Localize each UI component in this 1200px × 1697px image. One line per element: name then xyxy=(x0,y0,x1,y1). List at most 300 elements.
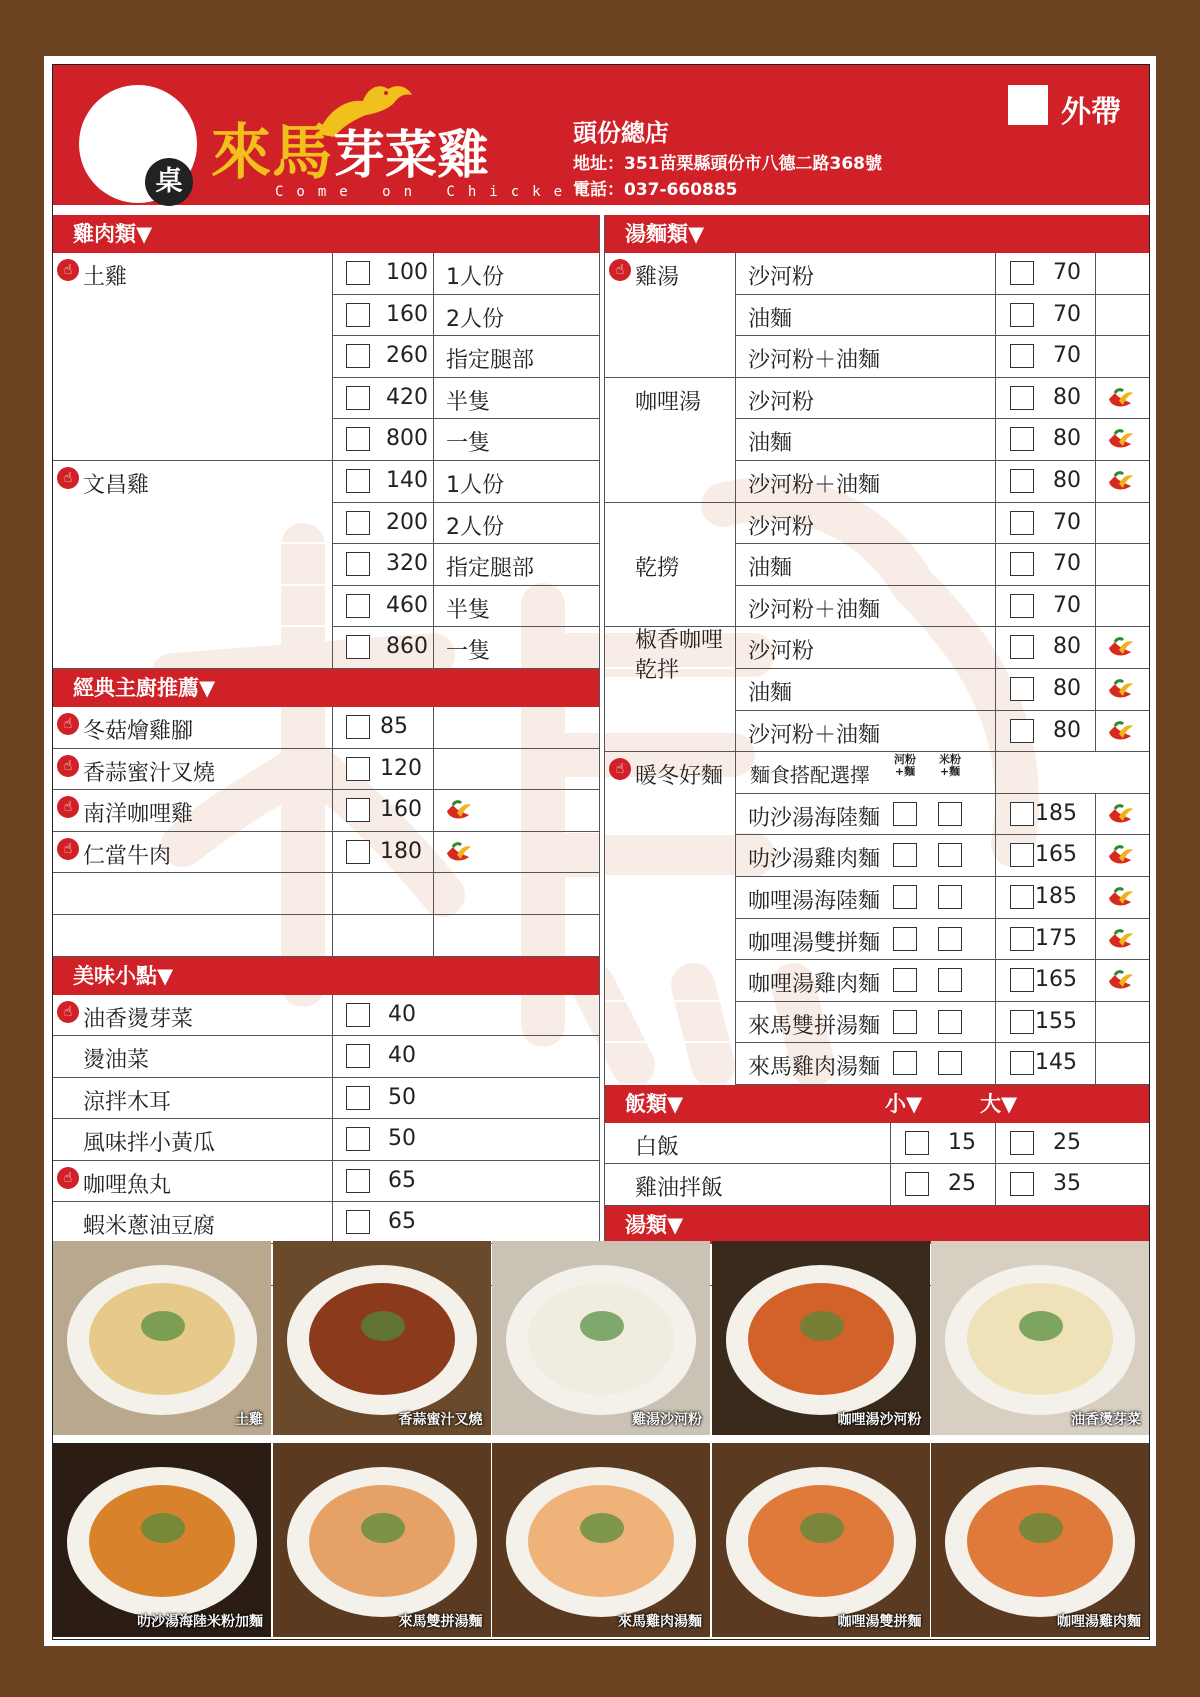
recommend-thumb-icon: ☝ xyxy=(57,259,79,281)
menu-sheet xyxy=(44,56,1156,1646)
order-checkbox[interactable] xyxy=(1010,635,1034,659)
table-divider xyxy=(1095,336,1096,377)
rice-noodle-checkbox[interactable] xyxy=(893,885,917,909)
item-price: 160 xyxy=(380,797,422,823)
table-divider xyxy=(1095,586,1096,627)
vermicelli-checkbox[interactable] xyxy=(938,1010,962,1034)
order-checkbox[interactable] xyxy=(346,1169,370,1193)
item-price: 200 xyxy=(386,509,428,535)
item-price: 860 xyxy=(386,634,428,660)
table-row xyxy=(53,1036,599,1078)
section-rice-header xyxy=(605,1085,1149,1123)
table-divider xyxy=(995,378,996,419)
table-divider xyxy=(433,627,434,668)
order-checkbox[interactable] xyxy=(346,1003,370,1027)
food-photo xyxy=(273,1443,491,1637)
item-portion: 2人份 xyxy=(446,306,504,332)
table-row xyxy=(53,378,599,420)
chili-spicy-icon xyxy=(1105,886,1135,910)
table-divider xyxy=(735,461,736,502)
food-photo xyxy=(53,1443,271,1637)
chili-spicy-icon xyxy=(1105,969,1135,993)
food-garnish xyxy=(141,1513,185,1543)
table-divider xyxy=(1095,1002,1096,1043)
table-row xyxy=(605,960,1149,1002)
photo-gallery xyxy=(53,1241,1149,1639)
table-row xyxy=(53,461,599,503)
order-checkbox[interactable] xyxy=(1010,594,1034,618)
table-row xyxy=(605,544,1149,586)
food-caption: 來馬雞肉湯麵 xyxy=(618,1614,702,1630)
item-price: 70 xyxy=(1053,343,1081,369)
order-checkbox[interactable] xyxy=(346,798,370,822)
table-row xyxy=(605,419,1149,461)
section-snacks-header: 美味小點▼ xyxy=(53,957,599,995)
table-row xyxy=(605,503,1149,545)
recommend-thumb-icon: ☝ xyxy=(57,838,79,860)
order-checkbox[interactable] xyxy=(346,840,370,864)
table-divider xyxy=(1095,461,1096,502)
small-price: 15 xyxy=(948,1129,976,1155)
table-divider xyxy=(433,832,434,873)
order-checkbox[interactable] xyxy=(1010,427,1034,451)
food-caption: 油香燙芽菜 xyxy=(1071,1412,1141,1428)
menu-item-name: 仁當牛肉 xyxy=(83,843,172,869)
table-divider xyxy=(433,378,434,419)
item-portion: 指定腿部 xyxy=(446,556,535,582)
vermicelli-checkbox[interactable] xyxy=(938,1051,962,1075)
item-portion: 半隻 xyxy=(446,389,491,415)
table-divider xyxy=(735,627,736,668)
order-checkbox[interactable] xyxy=(1010,677,1034,701)
pairing-option-vermicelli: 米粉+麵 xyxy=(939,753,961,779)
menu-item-name: 文昌雞 xyxy=(83,472,150,498)
table-divider xyxy=(995,877,996,918)
food-photo xyxy=(492,1241,710,1435)
table-divider xyxy=(1095,711,1096,752)
table-divider xyxy=(433,873,434,914)
vermicelli-checkbox[interactable] xyxy=(938,968,962,992)
order-checkbox[interactable] xyxy=(1010,552,1034,576)
food-garnish xyxy=(141,1311,185,1341)
table-row xyxy=(605,752,1149,794)
branch-name: 頭份總店 xyxy=(573,119,669,147)
noodle-group-name: 暖冬好麵 xyxy=(635,764,724,790)
table-row xyxy=(53,1202,599,1244)
table-divider xyxy=(735,378,736,419)
table-divider xyxy=(735,919,736,960)
item-price: 65 xyxy=(388,1167,416,1193)
branch-phone: 電話：037-660885 xyxy=(573,180,738,200)
left-column xyxy=(53,215,599,1327)
menu-item-name: 香蒜蜜汁叉燒 xyxy=(83,760,216,786)
noodle-name: 油麵 xyxy=(748,556,793,582)
table-divider xyxy=(890,1123,891,1164)
order-checkbox[interactable] xyxy=(346,344,370,368)
table-divider xyxy=(332,627,333,668)
table-divider xyxy=(735,336,736,377)
table-row xyxy=(605,336,1149,378)
food-photo xyxy=(273,1241,491,1435)
section-chicken-header: 雞肉類▼ xyxy=(53,215,599,253)
table-row xyxy=(605,1002,1149,1044)
table-row xyxy=(53,295,599,337)
table-row xyxy=(53,544,599,586)
item-price: 70 xyxy=(1053,551,1081,577)
rice-noodle-checkbox[interactable] xyxy=(893,802,917,826)
recommend-thumb-icon: ☝ xyxy=(57,1167,79,1189)
table-divider xyxy=(332,503,333,544)
item-portion: 指定腿部 xyxy=(446,348,535,374)
table-divider xyxy=(1095,835,1096,876)
table-divider xyxy=(1095,503,1096,544)
noodle-group-name: 椒香咖哩乾拌 xyxy=(635,628,724,684)
vermicelli-checkbox[interactable] xyxy=(938,885,962,909)
food-caption: 雞湯沙河粉 xyxy=(632,1412,702,1428)
table-divider xyxy=(433,707,434,748)
order-checkbox[interactable] xyxy=(1010,927,1034,951)
table-row xyxy=(605,295,1149,337)
chili-spicy-icon xyxy=(1105,844,1135,868)
table-row-empty xyxy=(53,915,599,957)
item-price: 100 xyxy=(386,260,428,285)
order-checkbox[interactable] xyxy=(346,303,370,327)
noodle-name: 咖哩湯雙拼麵 xyxy=(748,930,881,956)
food-garnish xyxy=(361,1311,405,1341)
item-price: 80 xyxy=(1053,634,1081,660)
table-divider xyxy=(332,253,333,294)
food-garnish xyxy=(580,1513,624,1543)
noodle-name: 沙河粉 xyxy=(748,265,815,290)
table-divider xyxy=(332,1161,333,1202)
food-caption: 咖哩湯雙拼麵 xyxy=(837,1614,922,1630)
food-garnish xyxy=(1019,1513,1063,1543)
order-checkbox[interactable] xyxy=(1010,1010,1034,1034)
table-row xyxy=(53,503,599,545)
table-divider xyxy=(735,503,736,544)
food-caption: 叻沙湯海陸米粉加麵 xyxy=(137,1614,263,1630)
rice-large-header: 大▼ xyxy=(980,1091,1018,1116)
food-photo xyxy=(712,1241,930,1435)
rice-title: 飯類▼ xyxy=(625,1091,684,1116)
table-divider xyxy=(995,1164,996,1205)
table-row-empty xyxy=(53,873,599,915)
table-divider xyxy=(332,586,333,627)
pairing-option-rice-noodle: 河粉+麵 xyxy=(894,753,916,779)
table-divider xyxy=(1095,669,1096,710)
food-caption: 來馬雙拼湯麵 xyxy=(398,1614,483,1630)
noodle-group-name: 咖哩湯 xyxy=(635,389,702,415)
order-checkbox[interactable] xyxy=(346,1044,370,1068)
table-divider xyxy=(735,835,736,876)
brand-sub: 芽菜雞 xyxy=(333,125,490,186)
table-divider xyxy=(1095,295,1096,336)
recommend-thumb-icon: ☝ xyxy=(609,259,631,281)
table-divider xyxy=(433,503,434,544)
table-row xyxy=(605,253,1149,295)
noodle-name: 油麵 xyxy=(748,680,793,706)
item-price: 80 xyxy=(1053,384,1081,410)
section-noodles-header: 湯麵類▼ xyxy=(605,215,1149,253)
table-row xyxy=(605,877,1149,919)
table-divider xyxy=(735,794,736,835)
table-row xyxy=(605,794,1149,836)
item-price: 80 xyxy=(1053,426,1081,452)
recommend-thumb-icon: ☝ xyxy=(609,758,631,780)
table-divider xyxy=(433,790,434,831)
recommend-thumb-icon: ☝ xyxy=(57,1001,79,1023)
order-checkbox[interactable] xyxy=(1010,885,1034,909)
menu-item-name: 風味拌小黃瓜 xyxy=(83,1131,216,1157)
takeout-checkbox[interactable] xyxy=(1008,85,1048,125)
order-checkbox[interactable] xyxy=(346,757,370,781)
menu-item-name: 涼拌木耳 xyxy=(83,1089,172,1115)
recommend-thumb-icon: ☝ xyxy=(57,796,79,818)
table-divider xyxy=(1095,253,1096,294)
table-row xyxy=(605,919,1149,961)
table-row xyxy=(53,749,599,791)
table-divider xyxy=(995,1043,996,1084)
vermicelli-checkbox[interactable] xyxy=(938,927,962,951)
table-divider xyxy=(332,378,333,419)
menu-item-name: 白飯 xyxy=(635,1134,680,1160)
item-portion: 一隻 xyxy=(446,639,491,665)
order-checkbox[interactable] xyxy=(346,635,370,659)
item-price: 165 xyxy=(1035,842,1077,868)
table-divider xyxy=(1095,544,1096,585)
menu-item-name: 蝦米蔥油豆腐 xyxy=(83,1214,216,1240)
item-price: 85 xyxy=(380,713,408,739)
order-checkbox[interactable] xyxy=(346,386,370,410)
food-photo xyxy=(492,1443,710,1637)
table-divider xyxy=(890,1164,891,1205)
food-garnish xyxy=(800,1311,844,1341)
chili-spicy-icon xyxy=(1105,720,1135,744)
order-checkbox[interactable] xyxy=(1010,469,1034,493)
table-divider xyxy=(735,295,736,336)
small-checkbox[interactable] xyxy=(905,1172,929,1196)
item-price: 320 xyxy=(386,551,428,577)
table-divider xyxy=(332,295,333,336)
vermicelli-checkbox[interactable] xyxy=(938,802,962,826)
item-price: 420 xyxy=(386,384,428,410)
item-price: 50 xyxy=(388,1126,416,1152)
item-price: 155 xyxy=(1035,1008,1077,1034)
table-row xyxy=(605,378,1149,420)
table-divider xyxy=(735,253,736,294)
order-checkbox[interactable] xyxy=(346,715,370,739)
small-checkbox[interactable] xyxy=(905,1131,929,1155)
brand-logo xyxy=(211,105,489,191)
menu-frame xyxy=(52,64,1150,1640)
branch-address: 地址：351苗栗縣頭份市八德二路368號 xyxy=(573,154,882,174)
food-caption: 土雞 xyxy=(235,1412,263,1428)
chili-spicy-icon xyxy=(1105,470,1135,494)
table-row xyxy=(605,1123,1149,1165)
item-price: 120 xyxy=(380,755,422,781)
table-row xyxy=(605,669,1149,711)
order-checkbox[interactable] xyxy=(1010,344,1034,368)
table-divider xyxy=(433,419,434,460)
order-checkbox[interactable] xyxy=(1010,303,1034,327)
table-divider xyxy=(995,752,996,793)
chili-spicy-icon xyxy=(1105,428,1135,452)
rice-noodle-checkbox[interactable] xyxy=(893,927,917,951)
right-column xyxy=(605,215,1149,1327)
table-divider xyxy=(332,749,333,790)
chili-spicy-icon xyxy=(443,841,473,865)
table-divider xyxy=(433,544,434,585)
noodle-name: 叻沙湯雞肉麵 xyxy=(748,847,881,873)
order-checkbox[interactable] xyxy=(346,511,370,535)
table-divider xyxy=(995,835,996,876)
item-price: 260 xyxy=(386,343,428,369)
table-divider xyxy=(332,832,333,873)
item-price: 40 xyxy=(388,1001,416,1027)
food-caption: 咖哩湯雞肉麵 xyxy=(1057,1614,1141,1630)
food-caption: 香蒜蜜汁叉燒 xyxy=(398,1412,483,1428)
item-price: 800 xyxy=(386,426,428,452)
rice-noodle-checkbox[interactable] xyxy=(893,1010,917,1034)
table-divider xyxy=(332,995,333,1036)
table-divider xyxy=(995,711,996,752)
menu-item-name: 油香燙芽菜 xyxy=(83,1006,194,1032)
table-divider xyxy=(332,873,333,914)
chef-table xyxy=(53,707,599,957)
table-divider xyxy=(995,503,996,544)
table-divider xyxy=(995,627,996,668)
noodle-name: 來馬雞肉湯麵 xyxy=(748,1055,881,1081)
chili-spicy-icon xyxy=(1105,803,1135,827)
item-price: 40 xyxy=(388,1043,416,1069)
table-row xyxy=(53,790,599,832)
order-checkbox[interactable] xyxy=(1010,802,1034,826)
small-price: 25 xyxy=(948,1171,976,1197)
rice-noodle-checkbox[interactable] xyxy=(893,843,917,867)
large-checkbox[interactable] xyxy=(1010,1131,1034,1155)
rice-noodle-checkbox[interactable] xyxy=(893,968,917,992)
food-photo xyxy=(712,1443,930,1637)
order-checkbox[interactable] xyxy=(1010,261,1034,285)
table-row xyxy=(605,1164,1149,1206)
table-row xyxy=(53,707,599,749)
order-checkbox[interactable] xyxy=(1010,1051,1034,1075)
noodle-name: 沙河粉＋油麵 xyxy=(748,472,881,498)
food-garnish xyxy=(580,1311,624,1341)
order-checkbox[interactable] xyxy=(1010,843,1034,867)
table-divider xyxy=(332,419,333,460)
table-divider xyxy=(735,752,736,793)
menu-item-name: 南洋咖哩雞 xyxy=(83,802,194,828)
order-checkbox[interactable] xyxy=(1010,386,1034,410)
item-price: 70 xyxy=(1053,260,1081,285)
table-row xyxy=(605,627,1149,684)
large-price: 25 xyxy=(1053,1129,1081,1155)
item-portion: 2人份 xyxy=(446,514,504,540)
item-price: 180 xyxy=(380,838,422,864)
item-price: 140 xyxy=(386,467,428,493)
order-checkbox[interactable] xyxy=(1010,511,1034,535)
noodle-name: 叻沙湯海陸麵 xyxy=(748,805,881,831)
item-price: 460 xyxy=(386,592,428,618)
order-checkbox[interactable] xyxy=(346,1086,370,1110)
item-portion: 1人份 xyxy=(446,472,504,498)
order-checkbox[interactable] xyxy=(1010,968,1034,992)
table-divider xyxy=(995,336,996,377)
table-divider xyxy=(1095,378,1096,419)
recommend-thumb-icon: ☝ xyxy=(57,755,79,777)
table-divider xyxy=(995,669,996,710)
order-checkbox[interactable] xyxy=(1010,719,1034,743)
table-divider xyxy=(332,1119,333,1160)
table-divider xyxy=(433,253,434,294)
rice-small-header: 小▼ xyxy=(885,1091,923,1116)
table-row xyxy=(605,711,1149,753)
order-checkbox[interactable] xyxy=(346,552,370,576)
table-divider xyxy=(995,794,996,835)
order-checkbox[interactable] xyxy=(346,1210,370,1234)
food-garnish xyxy=(361,1513,405,1543)
table-divider xyxy=(735,586,736,627)
noodle-name: 咖哩湯海陸麵 xyxy=(748,888,881,914)
table-divider xyxy=(1095,1043,1096,1084)
rice-table xyxy=(605,1123,1149,1206)
order-checkbox[interactable] xyxy=(346,427,370,451)
item-portion: 一隻 xyxy=(446,431,491,457)
large-checkbox[interactable] xyxy=(1010,1172,1034,1196)
section-soups-header: 湯類▼ xyxy=(605,1206,1149,1244)
large-price: 35 xyxy=(1053,1171,1081,1197)
table-divider xyxy=(735,419,736,460)
noodle-name: 沙河粉＋油麵 xyxy=(748,348,881,374)
table-row xyxy=(53,1161,599,1203)
rice-noodle-checkbox[interactable] xyxy=(893,1051,917,1075)
table-row xyxy=(53,1119,599,1161)
table-divider xyxy=(332,544,333,585)
food-garnish xyxy=(1019,1311,1063,1341)
recommend-thumb-icon: ☝ xyxy=(57,467,79,489)
table-row xyxy=(53,1078,599,1120)
noodle-name: 油麵 xyxy=(748,431,793,457)
item-price: 185 xyxy=(1035,883,1077,909)
item-price: 165 xyxy=(1035,967,1077,993)
item-price: 65 xyxy=(388,1209,416,1235)
table-divider xyxy=(735,1043,736,1084)
item-portion: 半隻 xyxy=(446,597,491,623)
vermicelli-checkbox[interactable] xyxy=(938,843,962,867)
table-divider xyxy=(332,336,333,377)
order-checkbox[interactable] xyxy=(346,594,370,618)
table-divider xyxy=(995,586,996,627)
order-checkbox[interactable] xyxy=(346,1127,370,1151)
chili-spicy-icon xyxy=(1105,636,1135,660)
brand-main: 來馬 xyxy=(211,118,333,188)
item-price: 185 xyxy=(1035,800,1077,826)
table-label: 桌 xyxy=(145,158,193,206)
order-checkbox[interactable] xyxy=(346,261,370,285)
table-row xyxy=(605,835,1149,877)
noodle-name: 沙河粉＋油麵 xyxy=(748,722,881,748)
menu-item-name: 土雞 xyxy=(83,265,128,290)
order-checkbox[interactable] xyxy=(346,469,370,493)
table-divider xyxy=(995,419,996,460)
item-price: 70 xyxy=(1053,592,1081,618)
table-row xyxy=(605,586,1149,628)
noodle-group-name: 乾撈 xyxy=(635,556,680,582)
noodle-name: 沙河粉 xyxy=(748,514,815,540)
table-divider xyxy=(1095,627,1096,668)
table-row xyxy=(53,627,599,669)
